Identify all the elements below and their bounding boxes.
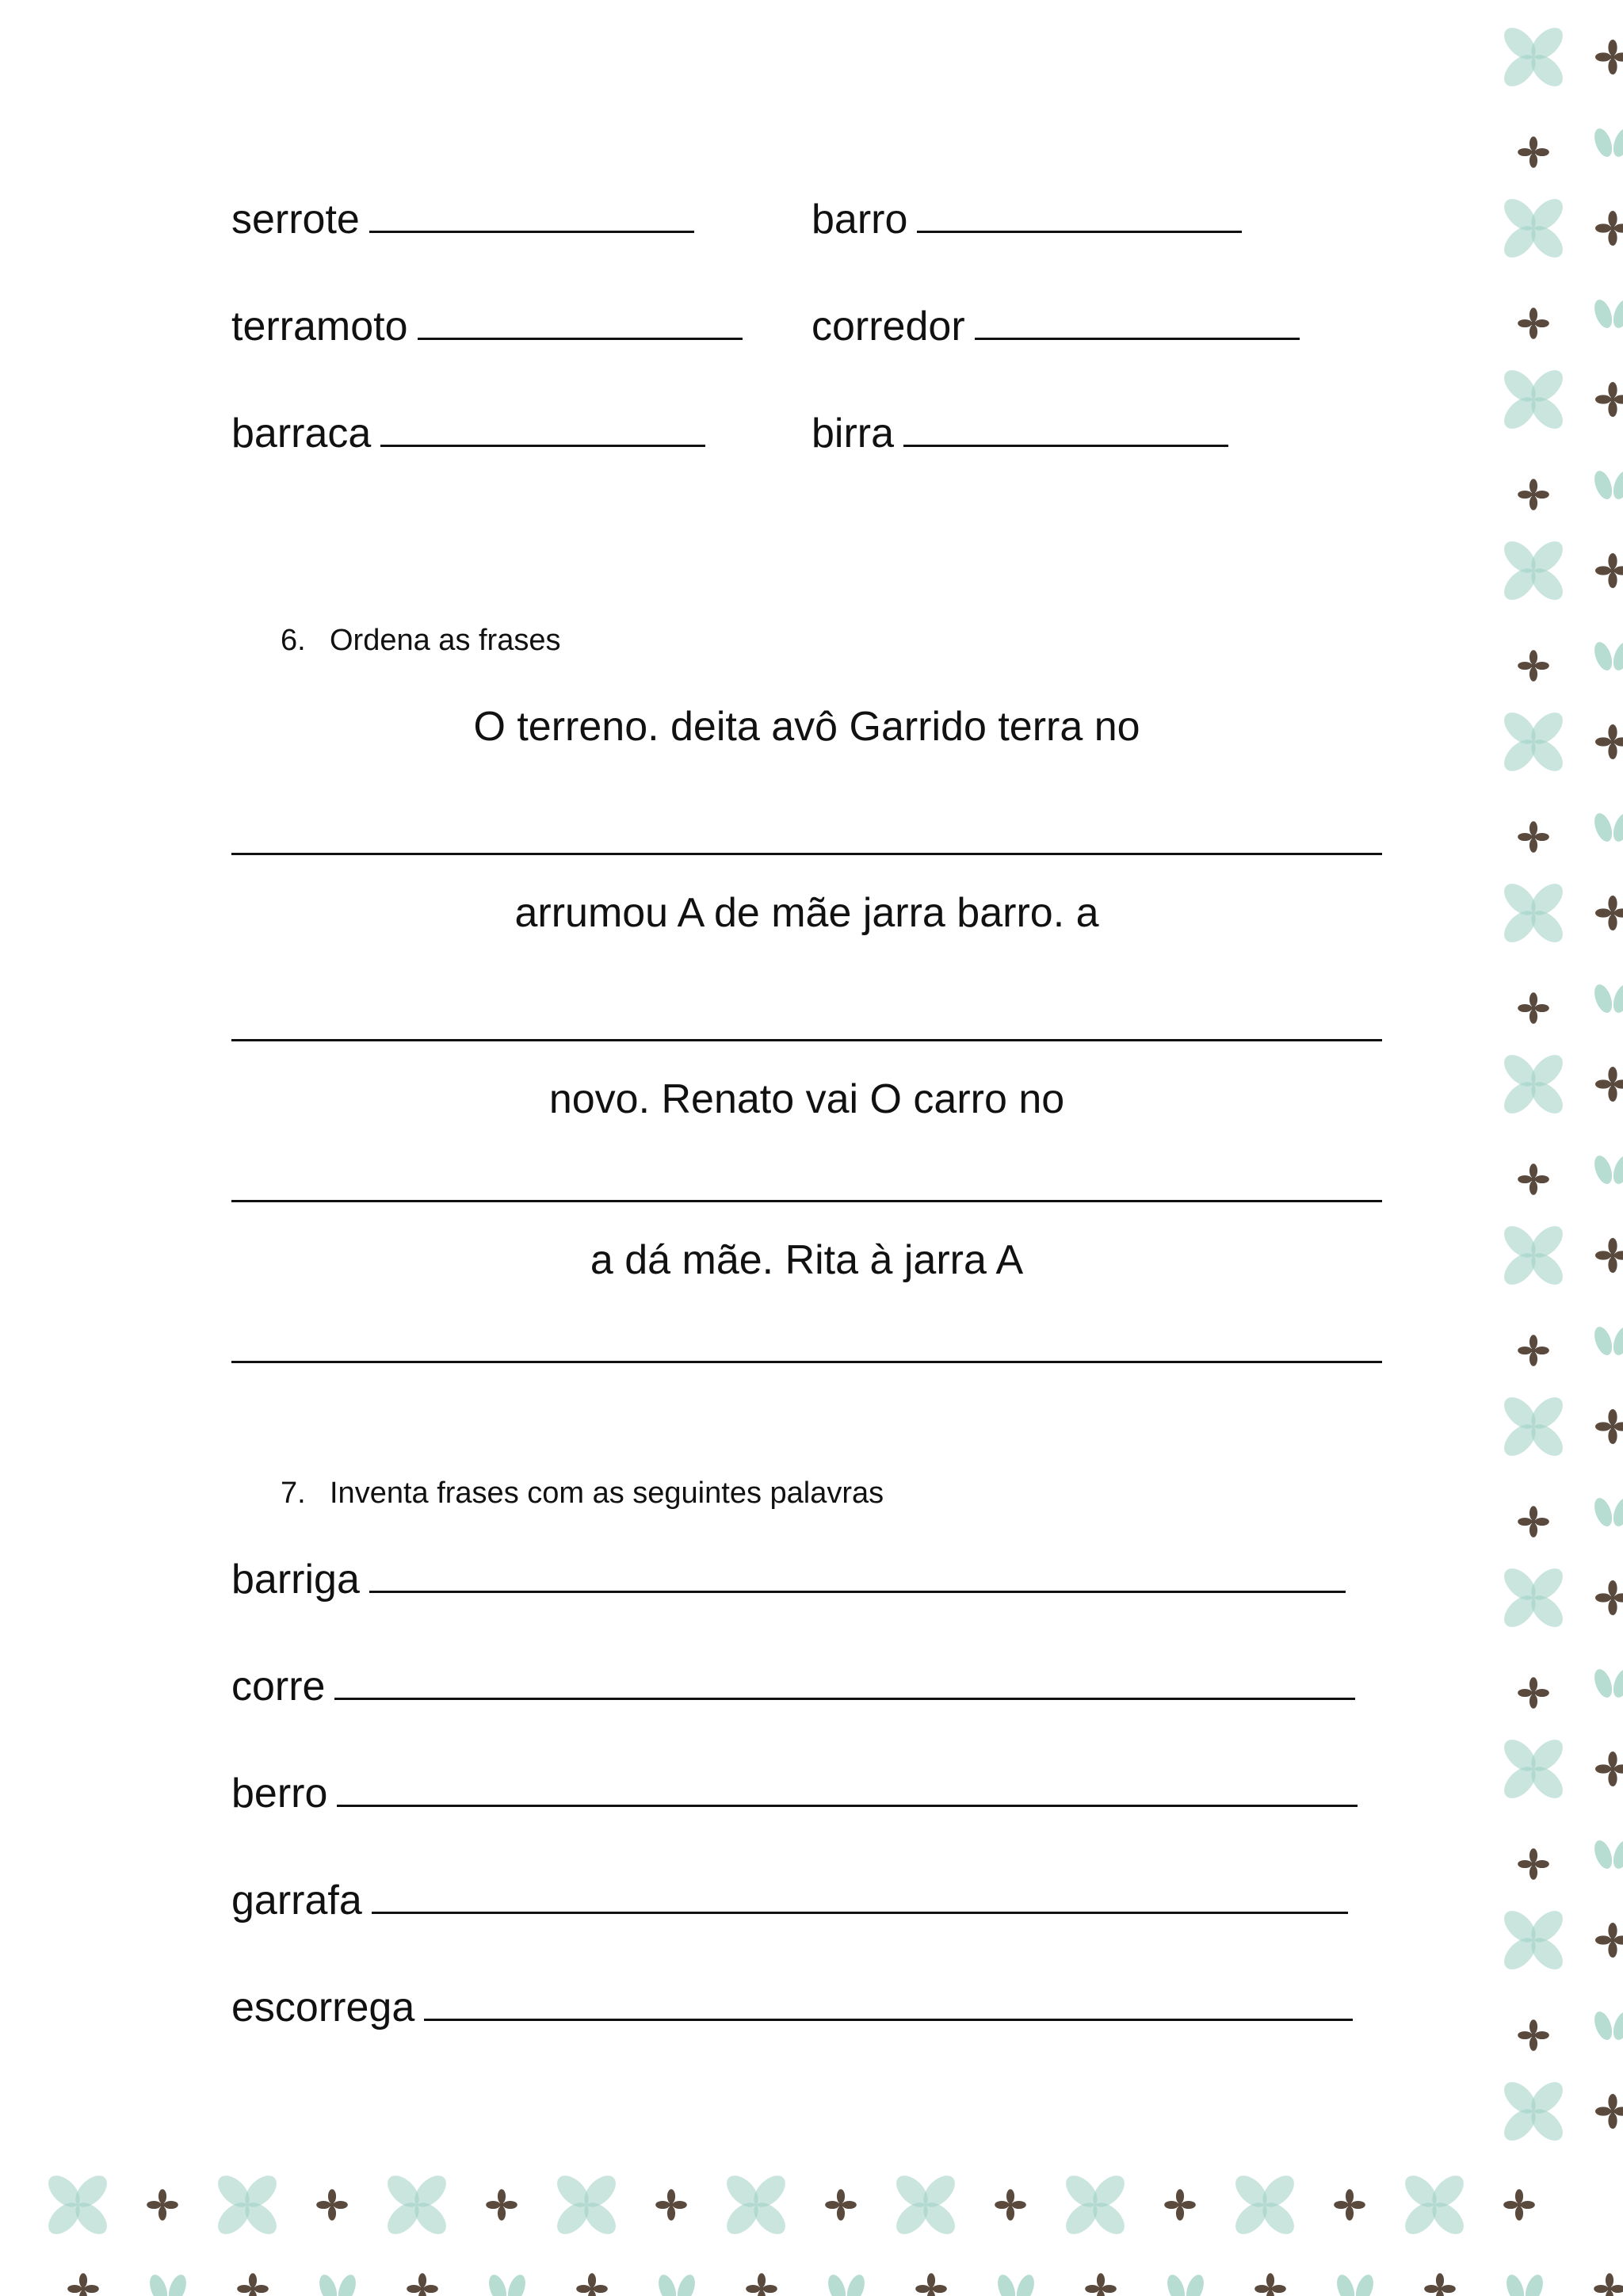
brown-flower-icon [1595, 553, 1623, 588]
brown-flower-icon [1518, 1848, 1549, 1880]
mint-flower-icon [702, 2151, 811, 2260]
brown-flower-icon [1595, 1067, 1623, 1102]
scrambled-sentence-4: a dá mãe. Rita à jarra A [590, 1237, 1024, 1283]
brown-flower-icon [1518, 1163, 1549, 1195]
brown-flower-icon [1424, 2273, 1456, 2296]
mint-flower-icon [1041, 2151, 1150, 2260]
brown-flower-icon [486, 2189, 517, 2221]
brown-flower-icon [1595, 1580, 1623, 1615]
brown-flower-icon [1518, 992, 1549, 1024]
leaf-pair-icon [1164, 2272, 1207, 2296]
word-label: garrafa [231, 1878, 362, 1924]
leaf-pair-icon [1591, 1838, 1623, 1871]
brown-flower-icon [655, 2189, 687, 2221]
brown-flower-icon [1518, 1506, 1549, 1538]
scrambled-sentence-2: arrumou A de mãe jarra barro. a [514, 890, 1099, 936]
scrambled-sentence-1: O terreno. deita avô Garrido terra no [473, 704, 1140, 750]
brown-flower-icon [995, 2189, 1026, 2221]
leaf-pair-icon [1591, 126, 1623, 159]
mint-flower-icon [1480, 174, 1588, 283]
question-number: 6. [281, 624, 306, 657]
leaf-pair-icon [316, 2272, 359, 2296]
leaf-pair-icon [1591, 1496, 1623, 1529]
brown-flower-icon [316, 2189, 348, 2221]
word-label: corre [231, 1664, 326, 1710]
word-label: barraca [231, 411, 372, 457]
question-number: 7. [281, 1477, 306, 1510]
mint-flower-icon [363, 2151, 472, 2260]
mint-flower-icon [1480, 1201, 1588, 1310]
brown-flower-icon [1503, 2189, 1535, 2221]
mint-flower-icon [1480, 346, 1588, 454]
mint-flower-icon [193, 2151, 302, 2260]
leaf-pair-icon [147, 2272, 189, 2296]
brown-flower-icon [1518, 2019, 1549, 2051]
mint-flower-icon [1381, 2151, 1489, 2260]
brown-flower-icon [1595, 724, 1623, 759]
brown-flower-icon [1518, 479, 1549, 510]
brown-flower-icon [1595, 2094, 1623, 2129]
brown-flower-icon [1594, 2273, 1623, 2296]
leaf-pair-icon [1591, 297, 1623, 330]
brown-flower-icon [576, 2273, 608, 2296]
brown-flower-icon [1518, 1335, 1549, 1366]
question-title: Ordena as frases [330, 624, 561, 657]
mint-flower-icon [1480, 1886, 1588, 1995]
leaf-pair-icon [1591, 2009, 1623, 2042]
mint-flower-icon [1480, 1373, 1588, 1481]
mint-flower-icon [1480, 1030, 1588, 1139]
brown-flower-icon [1518, 821, 1549, 853]
brown-flower-icon [1595, 40, 1623, 74]
brown-flower-icon [147, 2189, 178, 2221]
leaf-pair-icon [1334, 2272, 1377, 2296]
word-label: barriga [231, 1557, 360, 1603]
brown-flower-icon [746, 2273, 777, 2296]
brown-flower-icon [915, 2273, 947, 2296]
brown-flower-icon [1334, 2189, 1365, 2221]
leaf-pair-icon [655, 2272, 698, 2296]
mint-flower-icon [872, 2151, 980, 2260]
word-label: corredor [812, 304, 965, 350]
leaf-pair-icon [1503, 2272, 1546, 2296]
brown-flower-icon [1595, 382, 1623, 417]
brown-flower-icon [1595, 1238, 1623, 1273]
mint-flower-icon [24, 2151, 132, 2260]
mint-flower-icon [1480, 859, 1588, 968]
brown-flower-icon [1518, 1677, 1549, 1709]
brown-flower-icon [1595, 1752, 1623, 1786]
leaf-pair-icon [825, 2272, 868, 2296]
leaf-pair-icon [486, 2272, 529, 2296]
brown-flower-icon [825, 2189, 857, 2221]
brown-flower-icon [1595, 1409, 1623, 1444]
scrambled-sentence-3: novo. Renato vai O carro no [548, 1076, 1065, 1122]
mint-flower-icon [1480, 688, 1588, 797]
leaf-pair-icon [1591, 811, 1623, 844]
leaf-pair-icon [1591, 1324, 1623, 1358]
brown-flower-icon [237, 2273, 269, 2296]
brown-flower-icon [1595, 211, 1623, 246]
word-label: serrote [231, 197, 360, 243]
leaf-pair-icon [1591, 640, 1623, 673]
brown-flower-icon [1085, 2273, 1117, 2296]
brown-flower-icon [407, 2273, 438, 2296]
leaf-pair-icon [1591, 468, 1623, 502]
brown-flower-icon [1254, 2273, 1286, 2296]
mint-flower-icon [1480, 1544, 1588, 1652]
mint-flower-icon [1211, 2151, 1319, 2260]
mint-flower-icon [533, 2151, 641, 2260]
mint-flower-icon [1480, 1715, 1588, 1824]
leaf-pair-icon [1591, 1153, 1623, 1186]
brown-flower-icon [1595, 1923, 1623, 1958]
leaf-pair-icon [995, 2272, 1037, 2296]
word-label: barro [812, 197, 908, 243]
word-label: terramoto [231, 304, 408, 350]
leaf-pair-icon [1591, 982, 1623, 1015]
leaf-pair-icon [1591, 1667, 1623, 1700]
brown-flower-icon [1595, 896, 1623, 930]
mint-flower-icon [1480, 3, 1588, 112]
question-title: Inventa frases com as seguintes palavras [330, 1477, 884, 1510]
mint-flower-icon [1480, 517, 1588, 625]
word-label: escorrega [231, 1985, 415, 2030]
brown-flower-icon [1518, 136, 1549, 168]
brown-flower-icon [1518, 308, 1549, 339]
word-label: birra [812, 411, 895, 457]
brown-flower-icon [1518, 650, 1549, 682]
brown-flower-icon [1164, 2189, 1196, 2221]
brown-flower-icon [67, 2273, 99, 2296]
word-label: berro [231, 1771, 328, 1817]
mint-flower-icon [1480, 2057, 1588, 2166]
